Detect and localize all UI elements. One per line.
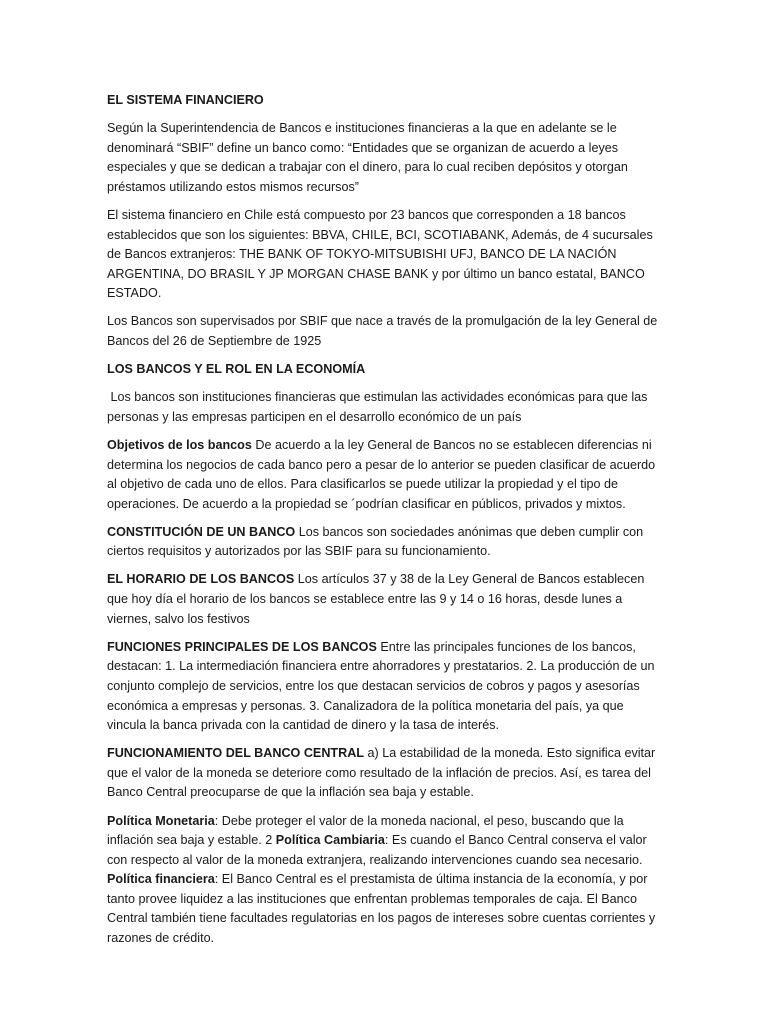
objetivos-paragraph bbox=[107, 436, 663, 514]
horario-paragraph bbox=[107, 570, 663, 629]
document-page bbox=[107, 91, 663, 949]
constitucion-heading: CONSTITUCIÓN DE UN BANCO bbox=[107, 524, 296, 539]
politica-monetaria-paragraph bbox=[107, 812, 663, 871]
section-heading-text: LOS BANCOS Y EL ROL EN LA ECONOMÍA bbox=[107, 362, 366, 377]
politica-monetaria-heading: Política Monetaria bbox=[107, 813, 215, 828]
politica-financiera-paragraph bbox=[107, 870, 663, 948]
politica-financiera-text: : El Banco Central es el prestamista de última instancia de la economía, y por tanto provee liquidez a las instituciones que enfrentan problemas temporales de caja. El Banco Central también tiene facultades regulatorias en los pagos de intereses sobre cuentas corrientes y razones de crédito. bbox=[107, 872, 656, 946]
funciones-paragraph bbox=[107, 638, 663, 736]
title-text: EL SISTEMA FINANCIERO bbox=[107, 93, 264, 107]
funcionamiento-text: a) La estabilidad de la moneda. Esto significa evitar que el valor de la moneda se deteriore como resultado de la inflación de precios. Así, es tarea del Banco Central preocuparse de que la inflación sea baja y estable. bbox=[107, 746, 656, 800]
funciones-heading: FUNCIONES PRINCIPALES DE LOS BANCOS bbox=[107, 639, 377, 654]
constitucion-paragraph bbox=[107, 523, 663, 562]
system-paragraph: El sistema financiero en Chile está compuesto por 23 bancos que corresponden a 18 bancos establecidos que son los siguientes: BBVA, CHILE, BCI, SCOTIABANK, Además, de 4 sucursales de Bancos extranjeros: THE BANK OF TOKYO-MITSUBISHI UFJ, BANCO DE LA NACIÓN ARGENTINA, DO BRASIL Y JP MORGAN CHASE BANK y por último un banco estatal, BANCO ESTADO. bbox=[107, 207, 653, 301]
horario-heading: EL HORARIO DE LOS BANCOS bbox=[107, 572, 295, 587]
document-title bbox=[107, 91, 663, 111]
objetivos-heading: Objetivos de los bancos bbox=[107, 437, 252, 452]
horario-text: Los artículos 37 y 38 de la Ley General de Bancos establecen que hoy día el horario de los bancos se establece entre las 9 y 14 o 16 horas, desde lunes a viernes, salvo los festivos bbox=[107, 572, 645, 626]
funciones-text: Entre las principales funciones de los bancos, destacan: 1. La intermediación financiera entre ahorradores y prestatarios. 2. La producción de un conjunto complejo de servicios, entre los que destacan servicios de cobros y pagos y asesorías económica a empresas y personas. 3. Canalizadora de la política monetaria del país, ya que vincula la banca privada con la cantidad de dinero y la tasa de interés. bbox=[107, 639, 655, 733]
banks-text: Los bancos son instituciones financieras que estimulan las actividades económicas para que las personas y las empresas participen en el desarrollo económico de un país bbox=[107, 390, 651, 424]
constitucion-text: Los bancos son sociedades anónimas que deben cumplir con ciertos requisitos y autorizados por las SBIF para su funcionamiento. bbox=[107, 524, 644, 559]
politica-monetaria-text: : Debe proteger el valor de la moneda nacional, el peso, buscando que la inflación sea baja y estable. 2 bbox=[107, 813, 624, 848]
supervision-paragraph: Los Bancos son supervisados por SBIF que nace a través de la promulgación de la ley General de Bancos del 26 de Septiembre de 1925 bbox=[107, 314, 658, 349]
intro-paragraph: Según la Superintendencia de Bancos e instituciones financieras a la que en adelante se le denominará “SBIF” define un banco como: “Entidades que se organizan de acuerdo a leyes especiales y que se dedican a trabajar con el dinero, para lo cual reciben depósitos y otorgan préstamos utilizando estos mismos recursos” bbox=[107, 121, 628, 194]
funcionamiento-heading: FUNCIONAMIENTO DEL BANCO CENTRAL bbox=[107, 746, 365, 761]
funcionamiento-paragraph bbox=[107, 744, 663, 803]
politica-cambiaria-heading: Política Cambiaria bbox=[275, 833, 385, 848]
politica-financiera-heading: Política financiera bbox=[107, 872, 215, 887]
section-heading bbox=[107, 360, 663, 380]
politica-cambiaria-text: : Es cuando el Banco Central conserva el valor con respecto al valor de la moneda extranjera, realizando intervenciones cuando sea necesario. bbox=[107, 833, 647, 867]
objetivos-text: De acuerdo a la ley General de Bancos no se establecen diferencias ni determina los negocios de cada banco pero a pesar de lo anterior se pueden clasificar de acuerdo al objetivo de cada uno de ellos. Para clasificarlos se puede utilizar la propiedad y el tipo de operaciones. De acuerdo a la propiedad se ´podrían clasificar en públicos, privados y mixtos. bbox=[107, 437, 656, 511]
banks-paragraph bbox=[107, 388, 663, 427]
